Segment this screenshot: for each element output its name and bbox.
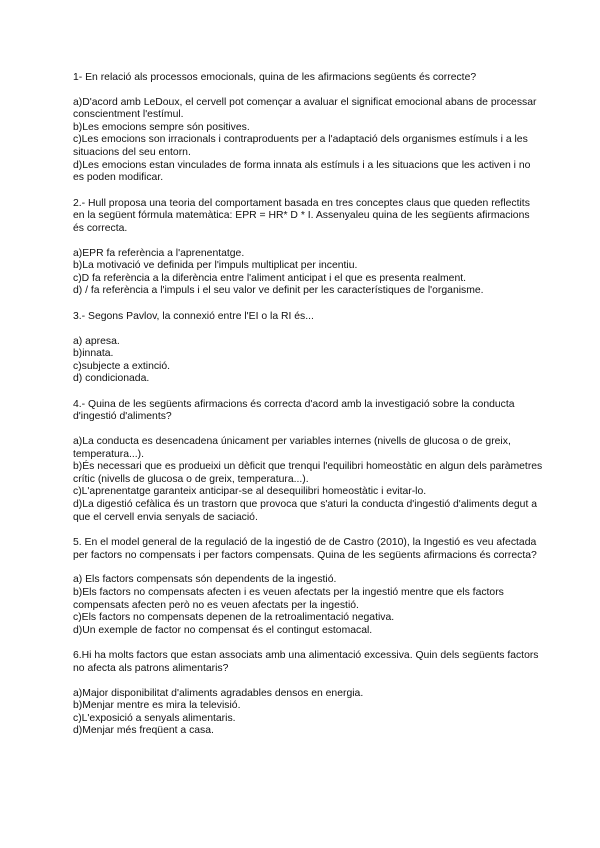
question-2 — [73, 198, 543, 298]
option-c: c)Les emocions son irracionals i contraproduents per a l'adaptació dels organismes estímuls i a les situacions del seu entorn. — [73, 134, 528, 158]
question-5 — [73, 537, 543, 637]
question-1 — [73, 72, 543, 185]
option-a: a) Els factors compensats són dependents de la ingestió. — [73, 574, 337, 586]
question-3 — [73, 311, 543, 386]
option-c: c)L'exposició a senyals alimentaris. — [73, 712, 236, 724]
document-page — [73, 72, 543, 751]
option-b: b)innata. — [73, 348, 114, 360]
question-4 — [73, 399, 543, 524]
question-text: 3.- Segons Pavlov, la connexió entre l'EI o la RI és... — [73, 310, 314, 322]
option-b: b)És necessari que es produeixi un dèficit que trenqui l'equilibri homeostàtic en algun dels paràmetres crític (nivells de glucosa o de greix, temperatura...). — [73, 461, 543, 485]
option-d: d)Menjar més freqüent a casa. — [73, 725, 214, 737]
question-text: 5. En el model general de la regulació de la ingestió de de Castro (2010), la Ingestió es veu afectada per factors no compensats i per factors compensats. Quina de les següents afirmacions és correcta? — [73, 537, 537, 561]
option-a: a)Major disponibilitat d'aliments agradables densos en energia. — [73, 687, 364, 699]
question-text: 1- En relació als processos emocionals, quina de les afirmacions següents és correcte? — [73, 72, 477, 83]
question-6 — [73, 650, 543, 738]
option-d: d)La digestió cefàlica és un trastorn que provoca que s'aturi la conducta d'ingestió d'aliments degut a que el cervell envia senyals de saciació. — [73, 499, 538, 523]
option-c: c)subjecte a extinció. — [73, 360, 171, 372]
option-d: d) condicionada. — [73, 373, 150, 385]
option-d: d)Les emocions estan vinculades de forma innata als estímuls i a les situacions que les activen i no es poden modificar. — [73, 159, 531, 184]
option-a: a)D'acord amb LeDoux, el cervell pot començar a avaluar el significat emocional abans de processar conscientment l'estímul. — [73, 96, 537, 121]
option-d: d)Un exemple de factor no compensat és el contingut estomacal. — [73, 624, 373, 636]
option-b: b)La motivació ve definida per l'impuls multiplicat per incentiu. — [73, 260, 358, 272]
option-c: c)L'aprenentatge garanteix anticipar-se al desequilibri homeostàtic i evitar-lo. — [73, 486, 427, 498]
question-text: 6.Hi ha molts factors que estan associats amb una alimentació excessiva. Quin dels següents factors no afecta als patrons alimentaris? — [73, 650, 539, 674]
option-a: a)La conducta es desencadena únicament per variables internes (nivells de glucosa o de greix, temperatura...). — [73, 436, 511, 460]
question-text: 4.- Quina de les següents afirmacions és correcta d'acord amb la investigació sobre la conducta d'ingestió d'aliments? — [73, 398, 515, 423]
option-d: d) / fa referència a l'impuls i el seu valor ve definit per les característiques de l'organisme. — [73, 285, 484, 297]
option-a: a) apresa. — [73, 335, 120, 347]
option-c: c)Els factors no compensats depenen de la retroalimentació negativa. — [73, 612, 395, 624]
option-b: b)Els factors no compensats afecten i es veuen afectats per la ingestió mentre que els factors compensats afecten però no es veuen afectats per la ingestió. — [73, 587, 504, 611]
option-b: b)Les emocions sempre són positives. — [73, 121, 250, 133]
option-a: a)EPR fa referència a l'aprenentatge. — [73, 247, 245, 259]
option-b: b)Menjar mentre es mira la televisió. — [73, 700, 241, 712]
question-text: 2.- Hull proposa una teoria del comportament basada en tres conceptes claus que queden reflectits en la següent fórmula matemàtica: EPR = HR* D * I. Assenyaleu quina de les següents afirmacions és correcta. — [73, 197, 530, 234]
option-c: c)D fa referència a la diferència entre l'aliment anticipat i el que es presenta realment. — [73, 272, 466, 284]
